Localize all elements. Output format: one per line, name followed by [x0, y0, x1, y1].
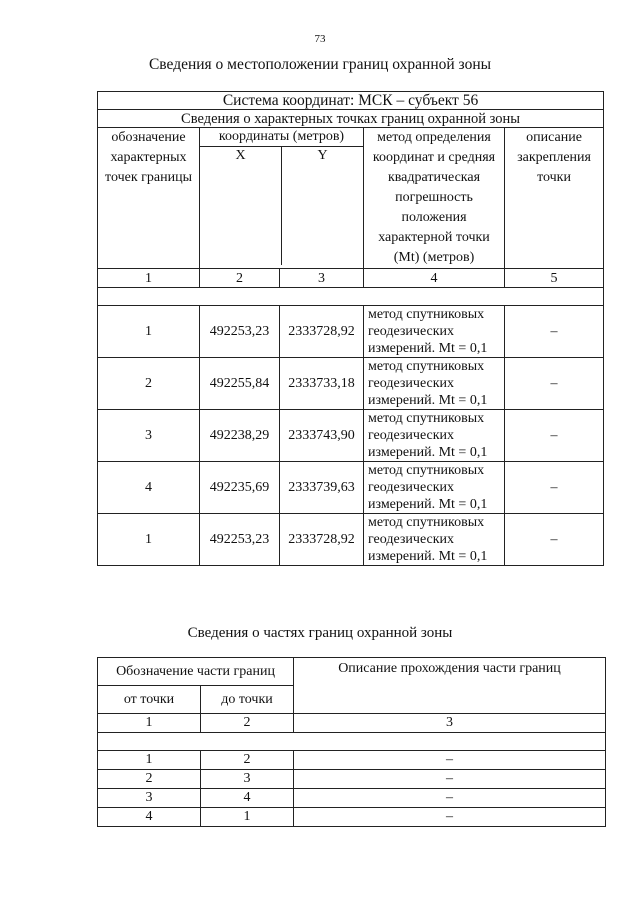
x-coordinate: 492255,84 [200, 358, 280, 410]
from-point: 3 [98, 789, 201, 808]
boundary-points-table [97, 91, 604, 566]
description-cell: – [505, 306, 604, 358]
x-coordinate: 492238,29 [200, 410, 280, 462]
point-id: 1 [98, 306, 200, 358]
y-coordinate: 2333739,63 [280, 462, 364, 514]
point-id: 1 [98, 514, 200, 566]
coordinate-system-cell: Система координат: МСК – субъект 56 [98, 92, 604, 110]
part-description: – [294, 770, 606, 789]
section-title-boundaries: Сведения о местоположении границ охранной зоны [148, 56, 492, 73]
header-to-point: до точки [201, 686, 294, 714]
y-coordinate: 2333728,92 [280, 306, 364, 358]
table-row [98, 358, 604, 410]
y-coordinate: 2333733,18 [280, 358, 364, 410]
from-point: 4 [98, 808, 201, 827]
header-y: Y [317, 148, 328, 163]
section-title-parts: Сведения о частях границ охранной зоны [187, 625, 453, 641]
table-row [98, 751, 606, 770]
to-point: 4 [201, 789, 294, 808]
y-coordinate: 2333743,90 [280, 410, 364, 462]
column-number: 2 [201, 714, 294, 733]
header-part-designation: Обозначение части границ [98, 658, 294, 686]
description-cell: – [505, 462, 604, 514]
header-method: метод определения координат и средняя квадратическая погрешность положения характерной точки (Mt) (метров) [364, 128, 505, 269]
part-description: – [294, 808, 606, 827]
table-row [98, 462, 604, 514]
column-number: 5 [505, 269, 604, 288]
header-coordinates [200, 128, 364, 269]
to-point: 1 [201, 808, 294, 827]
part-description: – [294, 751, 606, 770]
point-id: 2 [98, 358, 200, 410]
method-cell: метод спутниковых геодезических измерений. Mt = 0,1 [364, 514, 505, 566]
table-row [98, 808, 606, 827]
column-number: 3 [280, 269, 364, 288]
spacer-row [98, 733, 606, 751]
point-id: 3 [98, 410, 200, 462]
from-point: 1 [98, 751, 201, 770]
part-description: – [294, 789, 606, 808]
table-row [98, 410, 604, 462]
header-from-point: от точки [98, 686, 201, 714]
column-number: 1 [98, 714, 201, 733]
table-row [98, 514, 604, 566]
column-number: 2 [200, 269, 280, 288]
header-coordinates-label: координаты (метров) [200, 128, 363, 147]
x-coordinate: 492235,69 [200, 462, 280, 514]
spacer-row [98, 288, 604, 306]
method-cell: метод спутниковых геодезических измерений. Mt = 0,1 [364, 462, 505, 514]
header-description: описание закрепления точки [505, 128, 604, 269]
y-coordinate: 2333728,92 [280, 514, 364, 566]
to-point: 3 [201, 770, 294, 789]
point-id: 4 [98, 462, 200, 514]
header-x: X [200, 147, 282, 265]
header-part-description: Описание прохождения части границ [294, 658, 606, 714]
method-cell: метод спутниковых геодезических измерений. Mt = 0,1 [364, 410, 505, 462]
description-cell: – [505, 358, 604, 410]
column-number: 4 [364, 269, 505, 288]
table-row [98, 770, 606, 789]
column-number: 1 [98, 269, 200, 288]
x-coordinate: 492253,23 [200, 306, 280, 358]
header-designation: обозначение характерных точек границы [98, 128, 200, 269]
column-number: 3 [294, 714, 606, 733]
table-row [98, 306, 604, 358]
method-cell: метод спутниковых геодезических измерений. Mt = 0,1 [364, 358, 505, 410]
table-row [98, 789, 606, 808]
x-coordinate: 492253,23 [200, 514, 280, 566]
to-point: 2 [201, 751, 294, 770]
method-cell: метод спутниковых геодезических измерений. Mt = 0,1 [364, 306, 505, 358]
boundary-parts-table [97, 657, 606, 827]
from-point: 2 [98, 770, 201, 789]
description-cell: – [505, 410, 604, 462]
page-number: 73 [314, 33, 326, 45]
description-cell: – [505, 514, 604, 566]
table-subtitle: Сведения о характерных точках границ охранной зоны [98, 110, 604, 128]
